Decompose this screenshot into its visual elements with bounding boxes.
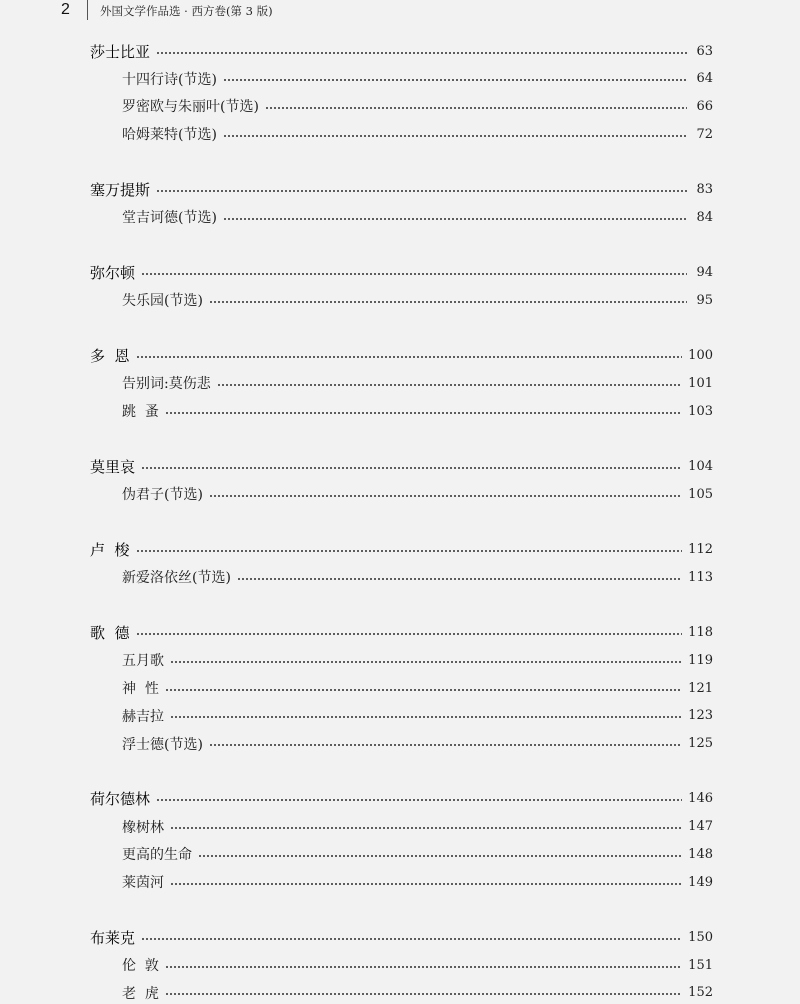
toc-work-entry[interactable] (122, 954, 713, 976)
header-divider (87, 0, 88, 20)
toc-author-entry[interactable] (90, 345, 713, 367)
toc-work-entry[interactable] (122, 400, 713, 422)
author-name: 荷尔德林 (90, 790, 151, 809)
page-ref: 149 (688, 874, 713, 890)
author-name: 塞万提斯 (90, 181, 151, 199)
dot-leader (223, 218, 687, 220)
toc-work-entry[interactable] (122, 566, 713, 588)
dot-leader (198, 855, 682, 857)
work-title: 新爱洛依丝(节选) (122, 570, 231, 587)
dot-leader (209, 495, 682, 497)
work-title: 伦 敦 (122, 958, 159, 975)
work-title: 神 性 (122, 681, 159, 698)
toc-author-entry[interactable] (90, 622, 713, 644)
work-title: 堂吉诃德(节选) (122, 210, 217, 227)
dot-leader (141, 938, 682, 940)
work-title: 十四行诗(节选) (122, 71, 217, 88)
toc-work-entry[interactable] (122, 843, 713, 865)
page-ref: 105 (688, 486, 713, 502)
work-title: 更高的生命 (122, 847, 192, 864)
page-ref: 103 (688, 403, 713, 419)
toc-work-entry[interactable] (122, 733, 713, 755)
dot-leader (165, 993, 682, 995)
work-title: 浮士德(节选) (122, 736, 203, 753)
dot-leader (141, 273, 687, 275)
work-title: 莱茵河 (122, 875, 164, 891)
page-ref: 152 (688, 985, 713, 1001)
work-title: 赫吉拉 (122, 708, 164, 725)
dot-leader (223, 135, 687, 137)
dot-leader (136, 633, 683, 635)
toc-work-entry[interactable] (122, 649, 713, 671)
page-ref: 64 (696, 71, 713, 87)
dot-leader (170, 661, 682, 663)
author-name: 布莱克 (90, 928, 136, 947)
page-ref: 63 (696, 43, 713, 59)
page-ref: 125 (688, 736, 713, 751)
work-title: 五月歌 (122, 653, 164, 670)
dot-leader (165, 412, 682, 414)
dot-leader (136, 550, 683, 552)
page-ref: 150 (688, 929, 713, 945)
dot-leader (170, 716, 682, 718)
work-title: 伪君子(节选) (122, 487, 203, 504)
toc-work-entry[interactable] (122, 289, 713, 311)
toc-work-entry[interactable] (122, 982, 713, 1004)
dot-leader (165, 966, 682, 968)
toc-work-entry[interactable] (122, 123, 713, 145)
dot-leader (209, 301, 687, 303)
dot-leader (136, 356, 683, 358)
dot-leader (265, 107, 687, 109)
page-ref: 83 (696, 182, 713, 197)
toc-author-entry[interactable] (90, 539, 713, 561)
author-name: 歌 德 (90, 624, 130, 643)
dot-leader (170, 883, 682, 885)
toc-work-entry[interactable] (122, 871, 713, 893)
page-ref: 146 (688, 791, 713, 807)
toc-author-entry[interactable] (90, 179, 713, 201)
page-ref: 94 (696, 265, 713, 281)
toc-work-entry[interactable] (122, 483, 713, 505)
work-title: 老 虎 (122, 985, 159, 1002)
dot-leader (156, 52, 687, 54)
dot-leader (217, 384, 682, 386)
work-title: 哈姆莱特(节选) (122, 127, 217, 144)
author-name: 莎士比亚 (90, 42, 151, 61)
dot-leader (209, 744, 682, 746)
toc-author-entry[interactable] (90, 926, 713, 948)
page-ref: 148 (688, 846, 713, 862)
work-title: 跳 蚤 (122, 404, 159, 421)
toc-work-entry[interactable] (122, 372, 713, 394)
toc-author-entry[interactable] (90, 262, 713, 284)
page-ref: 121 (688, 680, 713, 696)
dot-leader (156, 190, 687, 192)
page-ref: 101 (688, 375, 713, 391)
page-ref: 66 (696, 98, 713, 114)
toc-author-entry[interactable] (90, 788, 713, 810)
page-ref: 151 (688, 957, 713, 973)
toc-work-entry[interactable] (122, 95, 713, 117)
dot-leader (165, 689, 682, 691)
author-name: 卢 梭 (90, 541, 130, 560)
toc-author-entry[interactable] (90, 40, 713, 62)
page-ref: 72 (696, 126, 713, 142)
page-ref: 100 (688, 348, 713, 364)
page-ref: 118 (688, 625, 713, 641)
toc-work-entry[interactable] (122, 677, 713, 699)
dot-leader (223, 79, 687, 81)
page-number: 2 (61, 1, 70, 18)
author-name: 多 恩 (90, 347, 130, 366)
work-title: 罗密欧与朱丽叶(节选) (122, 99, 259, 116)
work-title: 告别词:莫伤悲 (122, 376, 211, 393)
toc-work-entry[interactable] (122, 68, 713, 90)
book-title: 外国文学作品选 · 西方卷(第 3 版) (100, 4, 273, 18)
page-ref: 119 (688, 652, 713, 668)
toc-work-entry[interactable] (122, 705, 713, 727)
page-ref: 95 (696, 292, 713, 308)
page-ref: 112 (688, 542, 713, 558)
dot-leader (170, 827, 682, 829)
toc-author-entry[interactable] (90, 456, 713, 478)
page-ref: 147 (688, 819, 713, 835)
toc-work-entry[interactable] (122, 206, 713, 228)
page-header (0, 0, 800, 22)
dot-leader (156, 799, 682, 801)
toc-work-entry[interactable] (122, 816, 713, 838)
author-name: 弥尔顿 (90, 264, 136, 283)
page-ref: 113 (688, 569, 713, 585)
dot-leader (237, 578, 682, 580)
author-name: 莫里哀 (90, 458, 136, 476)
work-title: 失乐园(节选) (122, 293, 203, 310)
page-ref: 123 (688, 708, 713, 724)
page-ref: 104 (688, 459, 713, 474)
work-title: 橡树林 (122, 819, 164, 836)
page-ref: 84 (696, 209, 713, 225)
dot-leader (141, 467, 682, 469)
